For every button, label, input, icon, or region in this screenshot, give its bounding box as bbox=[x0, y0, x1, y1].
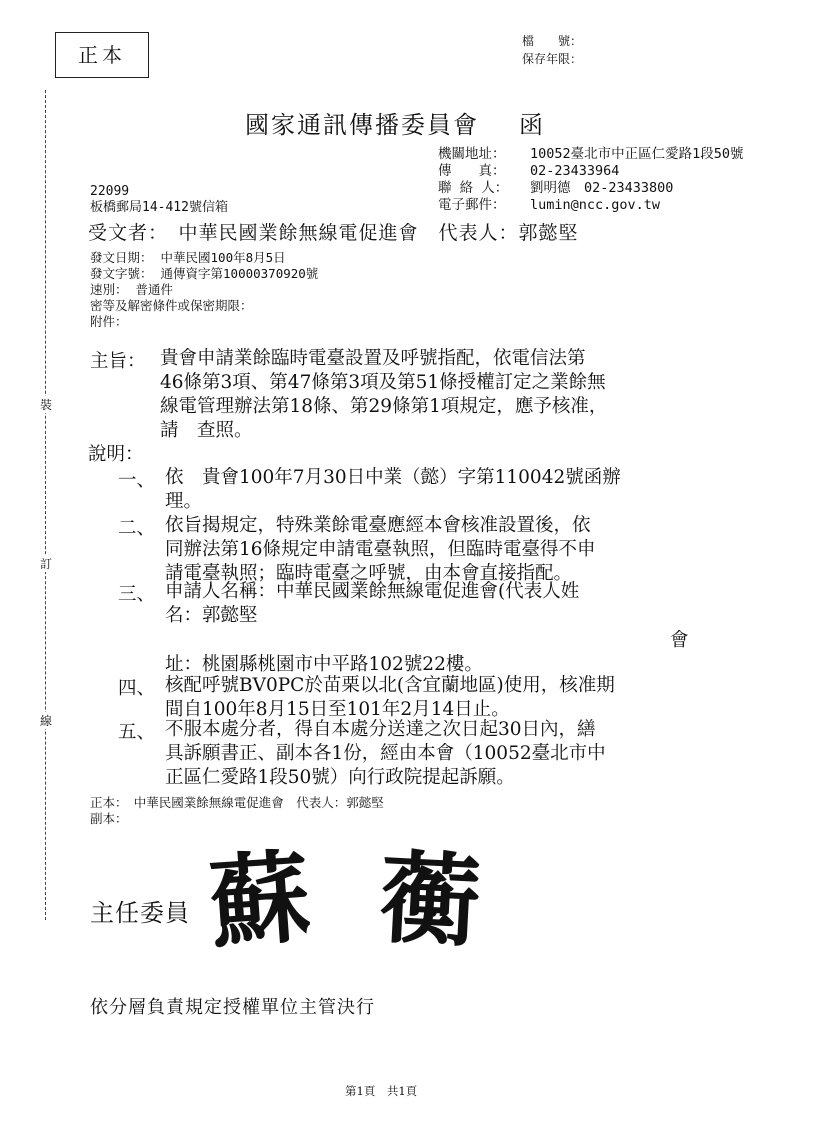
explanation-item: 核配呼號BV0PC於苗栗以北(含宜蘭地區)使用，核准期 間自100年8月15日至101年2月14日止。 bbox=[165, 675, 615, 720]
explanation-item: 依旨揭規定，特殊業餘電臺應經本會核准設置後，依 同辦法第16條規定申請電臺執照，但臨時電臺得不申 請電臺執照；臨時電臺之呼號，由本會直接指配。 bbox=[165, 515, 596, 584]
file-info bbox=[522, 32, 582, 68]
address-prefix: 會 bbox=[670, 630, 689, 651]
explanation-label: 說明： bbox=[88, 444, 144, 465]
binding-mark-1: 裝 bbox=[40, 398, 53, 412]
explanation-item: 申請人名稱：中華民國業餘無線電促進會(代表人姓 名：郭懿堅 bbox=[165, 581, 580, 626]
signature-character-1: 蘇 bbox=[206, 837, 314, 963]
contact-block bbox=[438, 146, 744, 214]
binding-mark-3: 線 bbox=[40, 714, 53, 728]
explanation-item: 依 貴會100年7月30日中業（懿）字第110042號函辦 理。 bbox=[165, 467, 621, 512]
document-title bbox=[245, 105, 545, 140]
subject-label: 主旨： bbox=[90, 351, 146, 372]
applicant-address: 址：桃園縣桃園市中平路102號22樓。 bbox=[165, 654, 483, 675]
issuing-organization: 國家通訊傳播委員會 bbox=[245, 111, 479, 139]
meta-row: 發文日期： 中華民國100年8月5日 bbox=[90, 250, 286, 265]
contact-row: 機關地址： 10052臺北市中正區仁愛路1段50號 bbox=[438, 146, 744, 162]
binding-mark-2: 訂 bbox=[40, 557, 53, 571]
binding-line bbox=[45, 90, 46, 920]
item-number: 四、 bbox=[118, 678, 156, 699]
file-number-label: 檔 號： bbox=[522, 34, 583, 48]
contact-row: 傳 真： 02-23433964 bbox=[438, 163, 620, 179]
item-number: 五、 bbox=[118, 722, 156, 743]
document-type: 函 bbox=[519, 111, 545, 139]
po-box: 板橋郵局14-412號信箱 bbox=[90, 200, 228, 215]
explanation-item: 不服本處分者，得自本處分送達之次日起30日內，繕 具訴願書正、副本各1份，經由本會（10052臺北市中 正區仁愛路1段50號）向行政院提起訴願。 bbox=[165, 719, 606, 788]
original-copy-stamp: 正本 bbox=[55, 32, 149, 78]
subject-text: 貴會申請業餘臨時電臺設置及呼號指配，依電信法第 46條第3項、第47條第3項及第51條授權訂定之業餘無 線電管理辦法第18條、第29條第1項規定，應予核准， 請 查照。 bbox=[160, 348, 608, 441]
item-number: 一、 bbox=[118, 470, 156, 491]
contact-row: 聯 絡 人： 劉明德 02-23433800 bbox=[438, 180, 674, 196]
meta-row: 發文字號： 通傳資字第10000370920號 bbox=[90, 266, 319, 281]
postal-address bbox=[90, 184, 228, 216]
meta-row: 密等及解密條件或保密期限： bbox=[90, 298, 253, 313]
item-number: 二、 bbox=[118, 518, 156, 539]
recipient-line: 受文者： 中華民國業餘無線電促進會 代表人：郭懿堅 bbox=[88, 222, 579, 244]
meta-row: 附件： bbox=[90, 314, 128, 329]
document-metadata bbox=[90, 250, 318, 330]
authority-note: 依分層負責規定授權單位主管決行 bbox=[90, 997, 375, 1018]
copy-recipient: 副本： bbox=[90, 811, 128, 826]
signer-title: 主任委員 bbox=[90, 899, 190, 927]
item-number: 三、 bbox=[118, 584, 156, 605]
distribution-list bbox=[90, 795, 384, 827]
retention-period-label: 保存年限： bbox=[522, 52, 583, 66]
original-recipient: 正本： 中華民國業餘無線電促進會 代表人：郭懿堅 bbox=[90, 795, 384, 810]
signature-character-2: 蘅 bbox=[376, 838, 484, 962]
postal-code: 22099 bbox=[90, 184, 130, 199]
meta-row: 速別： 普通件 bbox=[90, 282, 174, 297]
page-number: 第1頁 共1頁 bbox=[345, 1084, 418, 1098]
contact-row: 電子郵件： lumin@ncc.gov.tw bbox=[438, 197, 661, 213]
